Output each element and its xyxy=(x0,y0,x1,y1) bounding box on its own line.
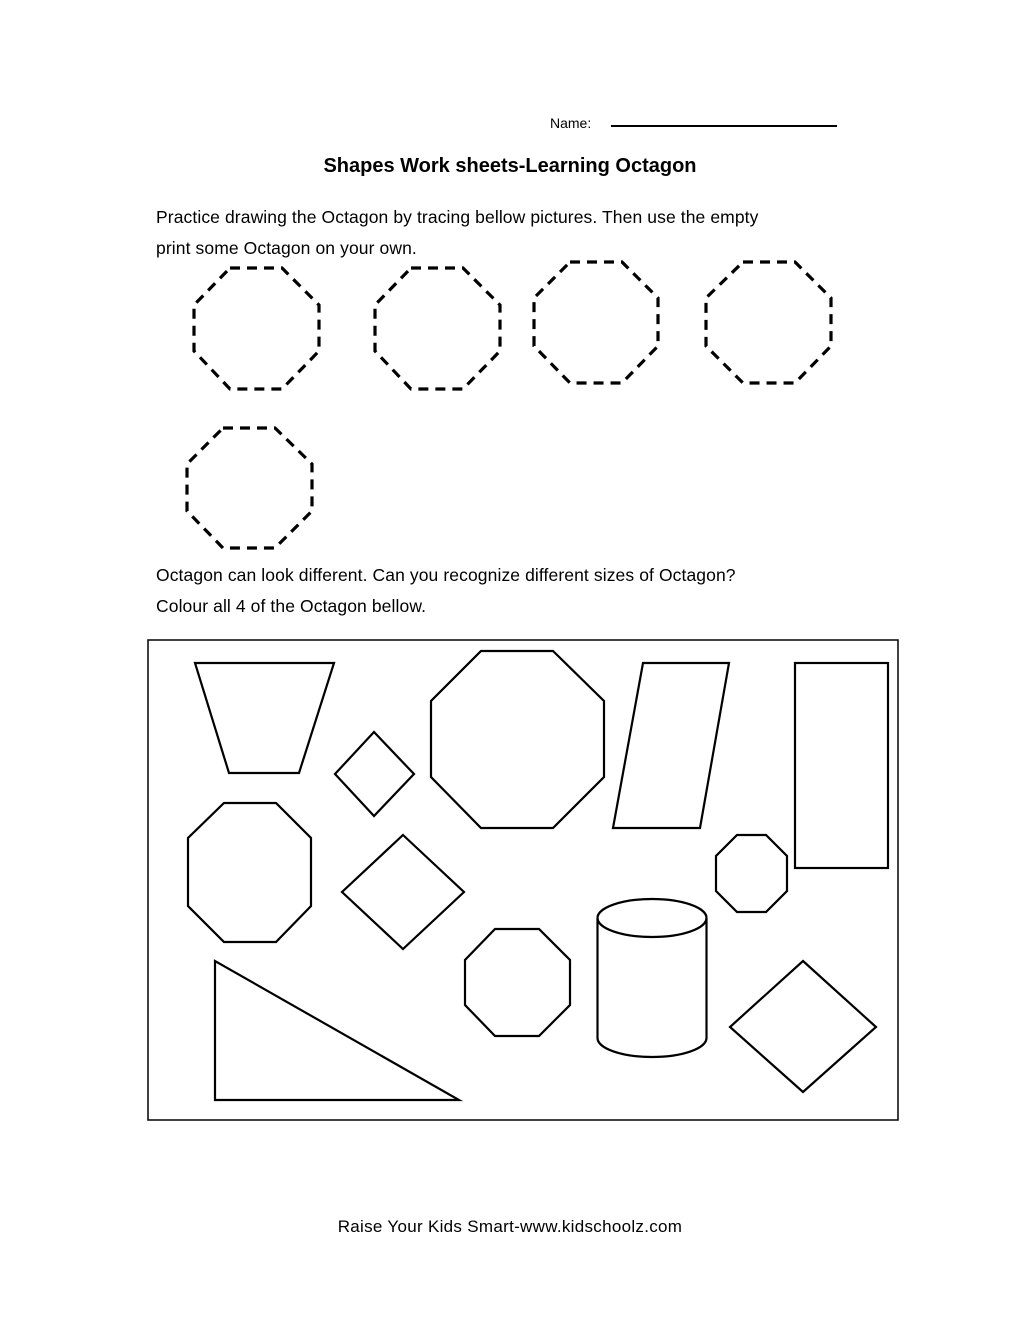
colouring-instructions xyxy=(156,560,876,622)
tracing-octagon-1[interactable] xyxy=(194,268,319,389)
colouring-instructions-line-2: Colour all 4 of the Octagon bellow. xyxy=(156,596,427,616)
tracing-octagon-5[interactable] xyxy=(187,428,312,548)
large-diamond-shape[interactable] xyxy=(730,961,876,1092)
right-triangle-shape[interactable] xyxy=(215,961,459,1100)
trapezoid-shape[interactable] xyxy=(195,663,334,773)
name-label: Name: xyxy=(550,115,592,131)
cylinder-shape[interactable] xyxy=(598,899,707,1057)
page-title: Shapes Work sheets-Learning Octagon xyxy=(323,155,697,177)
footer-text: Raise Your Kids Smart-www.kidschoolz.com xyxy=(337,1217,683,1236)
tracing-octagons xyxy=(187,262,831,548)
shape-box xyxy=(148,640,898,1120)
small-octagon-shape[interactable] xyxy=(716,835,787,912)
large-octagon-shape[interactable] xyxy=(431,651,604,828)
small-medium-octagon-shape[interactable] xyxy=(465,929,570,1036)
medium-octagon-shape[interactable] xyxy=(188,803,311,942)
tracing-octagon-4[interactable] xyxy=(706,262,831,383)
parallelogram-shape[interactable] xyxy=(613,663,729,828)
colouring-instructions-line-1: Octagon can look different. Can you recognize different sizes of Octagon? xyxy=(156,565,736,585)
tracing-instructions-line-2: print some Octagon on your own. xyxy=(156,238,417,258)
small-diamond-shape[interactable] xyxy=(335,732,414,816)
rectangle-shape[interactable] xyxy=(795,663,888,868)
tracing-octagon-3[interactable] xyxy=(534,262,658,383)
tracing-octagon-2[interactable] xyxy=(375,268,500,389)
tracing-instructions-line-1: Practice drawing the Octagon by tracing bellow pictures. Then use the empty xyxy=(156,207,759,227)
diamond-shape[interactable] xyxy=(342,835,464,949)
